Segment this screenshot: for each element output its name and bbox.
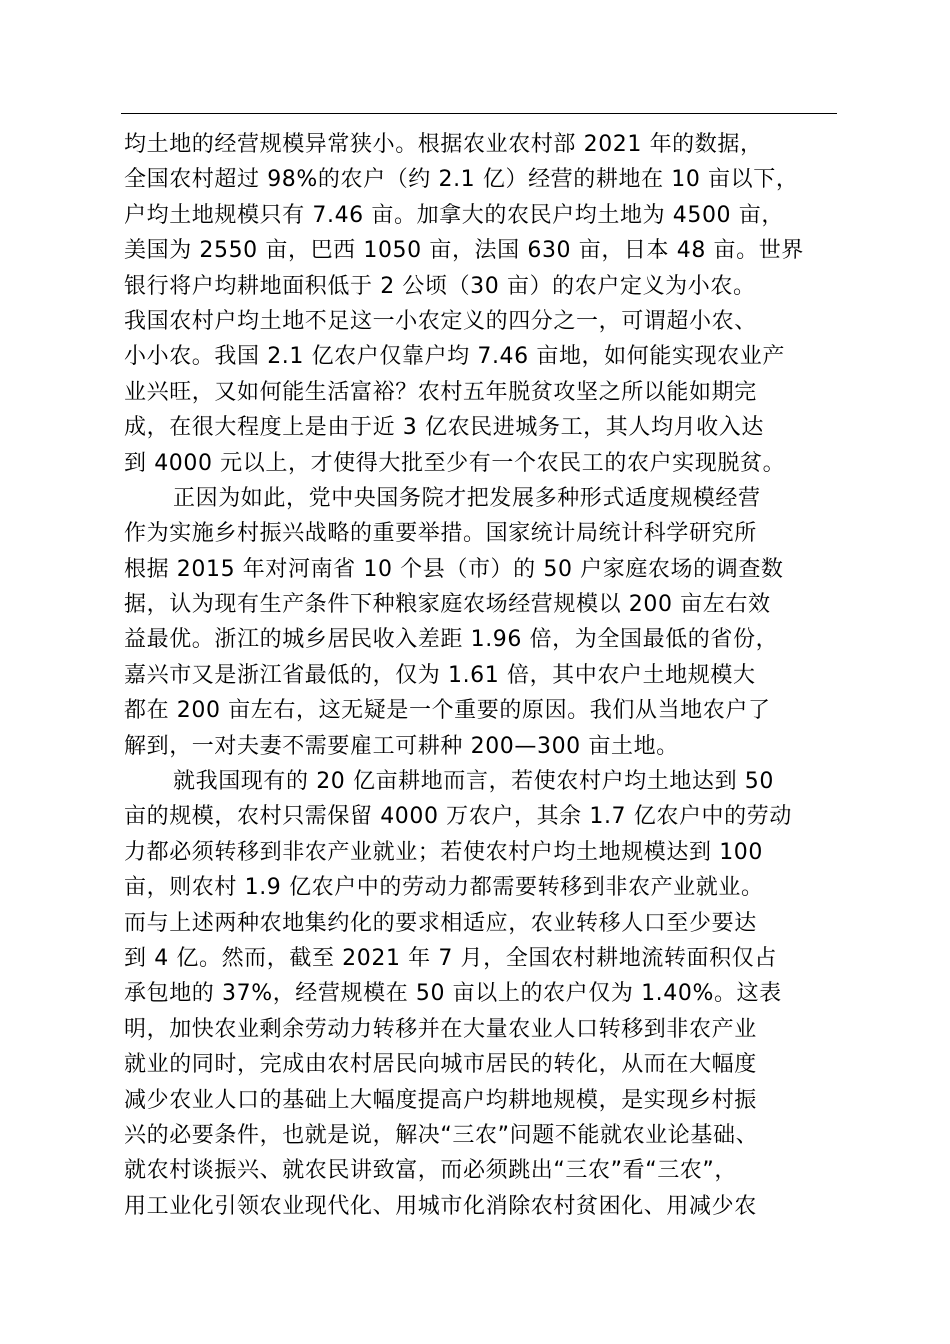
- text-line: 我国农村户均土地不足这一小农定义的四分之一，可谓超小农、: [124, 308, 757, 334]
- paragraph: [124, 127, 884, 481]
- text-line: 银行将户均耕地面积低于 2 公顷（30 亩）的农户定义为小农。: [124, 273, 756, 299]
- text-line: 明，加快农业剩余劳动力转移并在大量农业人口转移到非农产业: [124, 1016, 757, 1042]
- body-text: [124, 127, 884, 1224]
- text-line: 兴的必要条件，也就是说，解决“三农”问题不能就农业论基础、: [124, 1122, 759, 1148]
- text-line: 承包地的 37%，经营规模在 50 亩以上的农户仅为 1.40%。这表: [124, 981, 782, 1007]
- text-line: 成，在很大程度上是由于近 3 亿农民进城务工，其人均月收入达: [124, 415, 764, 441]
- text-line: 亩，则农村 1.9 亿农户中的劳动力都需要转移到非农产业就业。: [124, 875, 764, 901]
- text-line: 全国农村超过 98%的农户（约 2.1 亿）经营的耕地在 10 亩以下，: [124, 167, 799, 193]
- text-line: 到 4000 元以上，才使得大批至少有一个农民工的农户实现脱贫。: [124, 450, 786, 476]
- text-line: 用工业化引领农业现代化、用城市化消除农村贫困化、用减少农: [124, 1193, 757, 1219]
- text-line: 美国为 2550 亩，巴西 1050 亩，法国 630 亩，日本 48 亩。世界: [124, 238, 804, 264]
- text-line: 益最优。浙江的城乡居民收入差距 1.96 倍，为全国最低的省份，: [124, 627, 779, 653]
- text-line: 均土地的经营规模异常狭小。根据农业农村部 2021 年的数据，: [124, 132, 763, 157]
- text-line: 据，认为现有生产条件下种粮家庭农场经营规模以 200 亩左右效: [124, 592, 771, 618]
- text-line: 正因为如此，党中央国务院才把发展多种形式适度规模经营: [173, 485, 761, 511]
- text-line: 亩的规模，农村只需保留 4000 万农户，其余 1.7 亿农户中的劳动: [124, 804, 792, 830]
- text-line: 力都必须转移到非农产业就业；若使农村户均土地规模达到 100: [124, 839, 763, 865]
- text-line: 业兴旺，又如何能生活富裕？农村五年脱贫攻坚之所以能如期完: [124, 379, 757, 405]
- text-line: 到 4 亿。然而，截至 2021 年 7 月，全国农村耕地流转面积仅占: [124, 945, 777, 971]
- text-line: 解到，一对夫妻不需要雇工可耕种 200—300 亩土地。: [124, 733, 679, 759]
- header-rule: [121, 113, 837, 114]
- text-line: 作为实施乡村振兴战略的重要举措。国家统计局统计科学研究所: [124, 521, 757, 547]
- text-line: 减少农业人口的基础上大幅度提高户均耕地规模，是实现乡村振: [124, 1087, 757, 1113]
- paragraph: [124, 481, 884, 764]
- text-line: 嘉兴市又是浙江省最低的，仅为 1.61 倍，其中农户土地规模大: [124, 662, 756, 688]
- text-line: 根据 2015 年对河南省 10 个县（市）的 50 户家庭农场的调查数: [124, 556, 784, 582]
- text-line: 就农村谈振兴、就农民讲致富，而必须跳出“三农”看“三农”，: [124, 1158, 737, 1184]
- text-line: 就我国现有的 20 亿亩耕地而言，若使农村户均土地达到 50: [173, 769, 774, 795]
- text-line: 都在 200 亩左右，这无疑是一个重要的原因。我们从当地农户了: [124, 698, 771, 724]
- text-line: 户均土地规模只有 7.46 亩。加拿大的农民户均土地为 4500 亩，: [124, 202, 784, 228]
- text-line: 小小农。我国 2.1 亿农户仅靠户均 7.46 亩地，如何能实现农业产: [124, 344, 785, 370]
- text-line: 而与上述两种农地集约化的要求相适应，农业转移人口至少要达: [124, 910, 757, 936]
- text-line: 就业的同时，完成由农村居民向城市居民的转化，从而在大幅度: [124, 1052, 757, 1078]
- paragraph: [124, 764, 884, 1224]
